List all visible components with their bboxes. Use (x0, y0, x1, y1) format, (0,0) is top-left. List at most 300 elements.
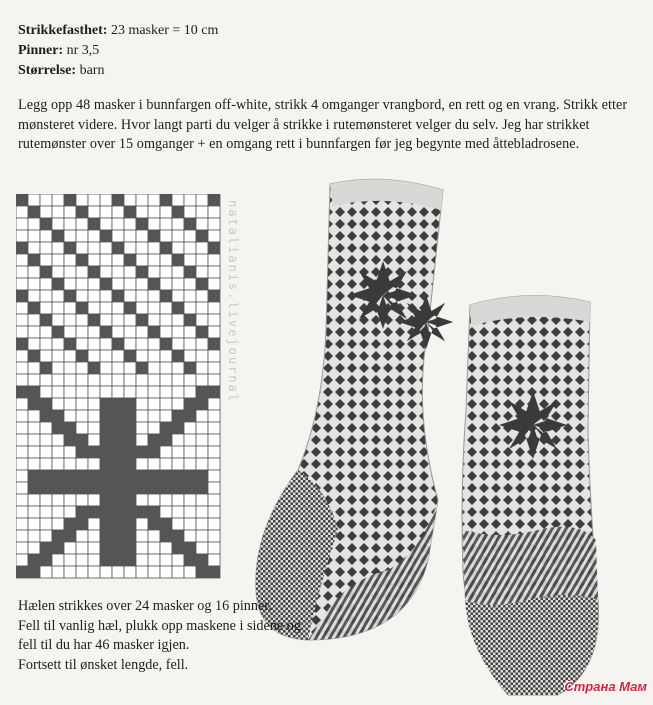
chart-cell (76, 410, 88, 422)
watermark: natalianis.livejournal (226, 200, 240, 403)
chart-cell (184, 542, 196, 554)
chart-cell (160, 554, 172, 566)
chart-cell (64, 434, 76, 446)
chart-cell (172, 434, 184, 446)
chart-cell (28, 542, 40, 554)
chart-cell (208, 566, 220, 578)
chart-cell (172, 530, 184, 542)
chart-cell (148, 350, 160, 362)
chart-cell (40, 302, 52, 314)
needles-spec (18, 41, 99, 61)
chart-cell (148, 458, 160, 470)
chart-cell (196, 254, 208, 266)
chart-cell (100, 458, 112, 470)
chart-cell (136, 446, 148, 458)
size-value: barn (76, 63, 105, 78)
chart-cell (148, 554, 160, 566)
instruction-line: fell til du har 46 masker igjen. (18, 637, 190, 653)
chart-cell (88, 350, 100, 362)
chart-cell (112, 470, 124, 482)
chart-cell (124, 530, 136, 542)
chart-cell (208, 338, 220, 350)
chart-cell (160, 470, 172, 482)
chart-cell (16, 194, 28, 206)
chart-cell (124, 302, 136, 314)
chart-cell (88, 242, 100, 254)
chart-cell (88, 482, 100, 494)
chart-cell (28, 338, 40, 350)
chart-cell (160, 230, 172, 242)
chart-cell (136, 566, 148, 578)
chart-cell (28, 386, 40, 398)
chart-cell (100, 230, 112, 242)
chart-cell (100, 290, 112, 302)
chart-cell (160, 542, 172, 554)
chart-cell (124, 218, 136, 230)
chart-cell (40, 566, 52, 578)
chart-cell (148, 254, 160, 266)
chart-cell (112, 410, 124, 422)
chart-cell (28, 410, 40, 422)
chart-cell (64, 398, 76, 410)
chart-cell (76, 434, 88, 446)
chart-cell (52, 398, 64, 410)
chart-cell (112, 506, 124, 518)
chart-cell (208, 530, 220, 542)
chart-cell (76, 554, 88, 566)
chart-cell (160, 350, 172, 362)
chart-cell (184, 470, 196, 482)
chart-cell (160, 386, 172, 398)
chart-cell (172, 266, 184, 278)
chart-cell (76, 338, 88, 350)
chart-cell (208, 542, 220, 554)
left-sock (256, 179, 453, 640)
chart-cell (124, 386, 136, 398)
chart-cell (40, 290, 52, 302)
chart-cell (16, 374, 28, 386)
chart-cell (196, 314, 208, 326)
chart-cell (148, 266, 160, 278)
chart-cell (16, 506, 28, 518)
chart-cell (172, 398, 184, 410)
chart-cell (112, 386, 124, 398)
chart-cell (124, 482, 136, 494)
chart-cell (64, 446, 76, 458)
chart-cell (184, 290, 196, 302)
chart-cell (16, 398, 28, 410)
chart-cell (208, 326, 220, 338)
chart-cell (52, 386, 64, 398)
chart-cell (52, 542, 64, 554)
gauge-label: Strikkefasthet: (18, 23, 108, 38)
chart-cell (172, 458, 184, 470)
chart-cell (148, 530, 160, 542)
chart-cell (52, 458, 64, 470)
chart-cell (112, 566, 124, 578)
chart-cell (88, 362, 100, 374)
chart-cell (148, 434, 160, 446)
chart-cell (28, 566, 40, 578)
chart-cell (28, 302, 40, 314)
chart-cell (208, 494, 220, 506)
chart-cell (136, 542, 148, 554)
size-spec (18, 61, 104, 81)
chart-cell (136, 338, 148, 350)
chart-cell (52, 242, 64, 254)
chart-cell (160, 422, 172, 434)
chart-cell (184, 398, 196, 410)
chart-cell (160, 506, 172, 518)
chart-cell (40, 338, 52, 350)
chart-cell (196, 194, 208, 206)
chart-cell (196, 278, 208, 290)
chart-cell (88, 566, 100, 578)
chart-cell (196, 554, 208, 566)
chart-cell (52, 518, 64, 530)
chart-cell (184, 506, 196, 518)
chart-cell (148, 230, 160, 242)
chart-cell (124, 434, 136, 446)
chart-cell (112, 422, 124, 434)
chart-cell (88, 314, 100, 326)
chart-cell (64, 242, 76, 254)
chart-cell (172, 542, 184, 554)
chart-cell (172, 374, 184, 386)
chart-cell (148, 242, 160, 254)
chart-cell (16, 218, 28, 230)
chart-cell (196, 374, 208, 386)
chart-cell (148, 326, 160, 338)
chart-cell (28, 326, 40, 338)
chart-cell (160, 458, 172, 470)
chart-cell (88, 266, 100, 278)
chart-cell (28, 374, 40, 386)
chart-cell (136, 422, 148, 434)
chart-cell (124, 314, 136, 326)
chart-cell (16, 266, 28, 278)
chart-cell (76, 242, 88, 254)
chart-cell (148, 482, 160, 494)
chart-cell (88, 410, 100, 422)
chart-cell (208, 266, 220, 278)
chart-cell (64, 530, 76, 542)
chart-cell (52, 374, 64, 386)
chart-cell (88, 218, 100, 230)
chart-cell (172, 386, 184, 398)
chart-cell (160, 242, 172, 254)
chart-cell (208, 386, 220, 398)
chart-cell (148, 446, 160, 458)
chart-cell (100, 482, 112, 494)
chart-cell (64, 194, 76, 206)
chart-cell (148, 194, 160, 206)
chart-cell (40, 422, 52, 434)
chart-cell (196, 338, 208, 350)
chart-cell (52, 410, 64, 422)
chart-cell (112, 458, 124, 470)
chart-cell (172, 302, 184, 314)
chart-cell (88, 326, 100, 338)
chart-cell (196, 326, 208, 338)
chart-cell (112, 302, 124, 314)
chart-cell (196, 494, 208, 506)
intro-paragraph: Legg opp 48 masker i bunnfargen off-white, strikk 4 omganger vrangbord, en rett og en vrang. Strikk etter mønsteret videre. Hvor langt parti du velger å strikke i rutemønsteret velger du selv. Jeg har strikket rutemønster over 15 omganger + en omgang rett i bunnfargen før jeg begynte med åttebladrosene. (18, 97, 628, 152)
chart-cell (40, 386, 52, 398)
chart-cell (196, 482, 208, 494)
chart-cell (160, 374, 172, 386)
chart-cell (100, 218, 112, 230)
chart-cell (16, 434, 28, 446)
chart-cell (148, 494, 160, 506)
chart-cell (136, 482, 148, 494)
chart-cell (196, 362, 208, 374)
chart-cell (148, 398, 160, 410)
chart-cell (52, 530, 64, 542)
chart-cell (76, 482, 88, 494)
chart-cell (76, 302, 88, 314)
chart-cell (52, 206, 64, 218)
chart-cell (28, 506, 40, 518)
chart-cell (184, 230, 196, 242)
chart-cell (16, 494, 28, 506)
chart-cell (16, 554, 28, 566)
chart-cell (196, 218, 208, 230)
chart-cell (40, 458, 52, 470)
chart-cell (16, 530, 28, 542)
chart-cell (76, 218, 88, 230)
chart-cell (208, 410, 220, 422)
chart-cell (64, 218, 76, 230)
chart-cell (64, 206, 76, 218)
chart-cell (16, 386, 28, 398)
chart-cell (196, 434, 208, 446)
chart-cell (64, 494, 76, 506)
chart-cell (100, 410, 112, 422)
chart-cell (160, 266, 172, 278)
chart-cell (88, 470, 100, 482)
chart-cell (76, 494, 88, 506)
chart-cell (196, 350, 208, 362)
chart-cell (40, 398, 52, 410)
chart-cell (112, 350, 124, 362)
chart-cell (160, 218, 172, 230)
chart-cell (16, 302, 28, 314)
chart-cell (88, 194, 100, 206)
chart-cell (124, 278, 136, 290)
chart-cell (40, 350, 52, 362)
chart-cell (100, 470, 112, 482)
chart-cell (148, 290, 160, 302)
chart-cell (124, 230, 136, 242)
chart-cell (52, 230, 64, 242)
chart-cell (208, 194, 220, 206)
chart-cell (28, 494, 40, 506)
chart-cell (112, 206, 124, 218)
chart-cell (112, 314, 124, 326)
chart-cell (136, 506, 148, 518)
chart-cell (28, 518, 40, 530)
chart-cell (28, 470, 40, 482)
chart-cell (112, 242, 124, 254)
chart-cell (88, 386, 100, 398)
chart-cell (196, 386, 208, 398)
chart-cell (52, 266, 64, 278)
chart-cell (16, 470, 28, 482)
chart-cell (100, 266, 112, 278)
chart-cell (64, 302, 76, 314)
chart-cell (52, 482, 64, 494)
chart-cell (112, 542, 124, 554)
chart-cell (124, 338, 136, 350)
chart-cell (196, 506, 208, 518)
chart-cell (172, 554, 184, 566)
chart-cell (112, 266, 124, 278)
chart-cell (208, 362, 220, 374)
right-sock (462, 296, 599, 695)
chart-cell (40, 206, 52, 218)
chart-cell (112, 518, 124, 530)
chart-cell (52, 254, 64, 266)
chart-cell (64, 482, 76, 494)
chart-cell (64, 254, 76, 266)
chart-cell (172, 350, 184, 362)
chart-cell (16, 242, 28, 254)
chart-cell (172, 422, 184, 434)
chart-cell (196, 470, 208, 482)
chart-cell (88, 290, 100, 302)
chart-cell (160, 326, 172, 338)
chart-cell (76, 194, 88, 206)
chart-cell (184, 350, 196, 362)
chart-cell (88, 230, 100, 242)
chart-cell (184, 422, 196, 434)
chart-cell (184, 518, 196, 530)
chart-cell (88, 374, 100, 386)
chart-cell (88, 554, 100, 566)
chart-cell (196, 530, 208, 542)
chart-cell (28, 446, 40, 458)
chart-cell (100, 506, 112, 518)
chart-cell (100, 362, 112, 374)
chart-cell (28, 554, 40, 566)
chart-cell (196, 422, 208, 434)
heel-instructions (18, 597, 378, 675)
chart-cell (184, 278, 196, 290)
chart-cell (64, 470, 76, 482)
chart-cell (76, 266, 88, 278)
chart-cell (28, 218, 40, 230)
chart-cell (160, 278, 172, 290)
chart-cell (100, 494, 112, 506)
chart-cell (52, 434, 64, 446)
chart-cell (64, 554, 76, 566)
chart-cell (52, 470, 64, 482)
chart-cell (136, 254, 148, 266)
chart-cell (136, 242, 148, 254)
chart-cell (88, 506, 100, 518)
chart-cell (160, 338, 172, 350)
chart-cell (64, 506, 76, 518)
chart-cell (136, 398, 148, 410)
chart-cell (64, 290, 76, 302)
chart-cell (208, 278, 220, 290)
chart-cell (160, 398, 172, 410)
chart-cell (136, 530, 148, 542)
chart-cell (100, 554, 112, 566)
chart-cell (16, 278, 28, 290)
chart-cell (88, 422, 100, 434)
chart-cell (148, 374, 160, 386)
chart-cell (148, 362, 160, 374)
chart-cell (88, 398, 100, 410)
chart-cell (184, 434, 196, 446)
chart-cell (184, 374, 196, 386)
chart-cell (172, 290, 184, 302)
chart-cell (76, 326, 88, 338)
chart-cell (148, 566, 160, 578)
chart-cell (64, 410, 76, 422)
chart-cell (184, 554, 196, 566)
chart-cell (196, 242, 208, 254)
chart-cell (16, 446, 28, 458)
chart-cell (196, 458, 208, 470)
chart-cell (136, 302, 148, 314)
chart-cell (208, 206, 220, 218)
chart-cell (76, 446, 88, 458)
chart-cell (124, 506, 136, 518)
knitting-chart-grid (16, 194, 222, 580)
chart-cell (136, 554, 148, 566)
chart-cell (52, 506, 64, 518)
size-label: Størrelse: (18, 63, 77, 78)
chart-cell (16, 206, 28, 218)
chart-cell (172, 230, 184, 242)
chart-cell (40, 446, 52, 458)
chart-cell (148, 338, 160, 350)
chart-cell (100, 530, 112, 542)
chart-cell (112, 362, 124, 374)
chart-cell (184, 242, 196, 254)
chart-cell (196, 410, 208, 422)
chart-cell (40, 314, 52, 326)
chart-cell (64, 566, 76, 578)
chart-cell (112, 278, 124, 290)
chart-cell (100, 518, 112, 530)
chart-cell (28, 530, 40, 542)
chart-cell (40, 278, 52, 290)
chart-cell (16, 350, 28, 362)
chart-cell (100, 542, 112, 554)
chart-cell (208, 422, 220, 434)
chart-cell (148, 506, 160, 518)
chart-cell (28, 422, 40, 434)
chart-cell (64, 314, 76, 326)
chart-cell (76, 254, 88, 266)
chart-cell (172, 410, 184, 422)
chart-cell (40, 470, 52, 482)
chart-cell (112, 374, 124, 386)
chart-cell (124, 350, 136, 362)
chart-cell (100, 446, 112, 458)
chart-cell (88, 542, 100, 554)
chart-cell (28, 458, 40, 470)
chart-cell (172, 278, 184, 290)
chart-cell (64, 362, 76, 374)
chart-cell (40, 434, 52, 446)
chart-cell (148, 470, 160, 482)
chart-cell (208, 434, 220, 446)
